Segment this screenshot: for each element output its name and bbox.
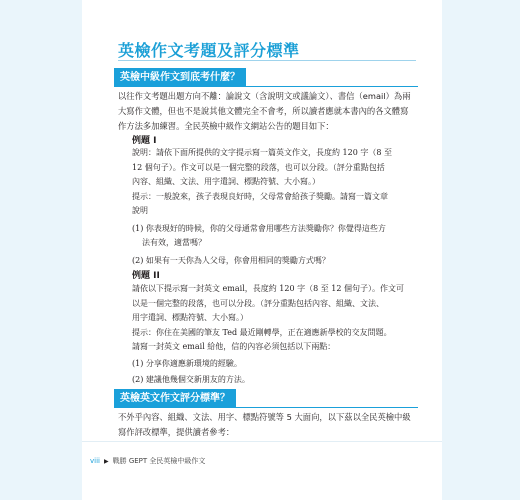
example-2-body — [132, 282, 405, 388]
example-line: 提示：一般說來，孩子表現良好時，父母常會給孩子獎勵。請寫一篇文章 — [132, 191, 388, 201]
section-heading-exam-content: 英檢中級作文到底考什麼？ — [114, 68, 246, 87]
intro-line: 大寫作文體，但也不是說其他文體完全不會考，所以讀者應就本書內的各文體寫 — [118, 106, 409, 116]
example-item: (1) 分享你適應新環境的經驗。 — [132, 358, 242, 368]
book-title: 戰勝 GEPT 全民英檢中級作文 — [112, 457, 206, 465]
example-line: 內容、組織、文法、用字遣詞、標點符號、大小寫。） — [132, 177, 320, 186]
example-line: 以是一個完整的段落，也可以分段。（評分重點包括內容、組織、文法、 — [132, 298, 384, 308]
section-heading-grading-standard: 英檢英文作文評分標準？ — [114, 389, 236, 408]
example-line: 請依以下提示寫一封英文 email，長度約 120 字（8 至 12 個句子）。作文可 — [132, 284, 405, 293]
example-line: 說明：請依下面所提供的文字提示寫一篇英文作文，長度約 120 字（8 至 — [132, 148, 392, 157]
example-item: (2) 建議他幾個交新朋友的方法。 — [132, 375, 250, 384]
page-number: viii — [90, 457, 100, 465]
section1-intro — [118, 89, 418, 134]
example-line: 提示：你住在美國的筆友 Ted 最近剛轉學，正在適應新學校的交友問題。 — [132, 327, 392, 337]
example-line: 用字遣詞、標點符號、大小寫。） — [132, 313, 248, 322]
example-1-label: 例題 I — [132, 136, 157, 146]
play-arrow-icon: ▶ — [103, 457, 109, 465]
example-line: 說明 — [132, 206, 148, 215]
intro-line: 以往作文考題出題方向不離：論說文（含說明文或議論文）、書信（email）為兩 — [118, 91, 411, 101]
intro-line: 寫作評改標準，提供讀者參考： — [118, 427, 235, 437]
section-divider — [114, 407, 418, 408]
example-1-body — [132, 146, 402, 268]
example-2-label: 例題 II — [132, 271, 160, 281]
intro-line: 作方法多加練習。全民英檢中級作文網站公告的題目如下： — [118, 121, 334, 131]
example-line: 12 個句子）。作文可以是一個完整的段落，也可以分段。（評分重點包括 — [132, 162, 385, 172]
example-item: (1) 你表現好的時候，你的父母通常會用哪些方法獎勵你？你覺得這些方 — [132, 223, 386, 233]
section-divider — [114, 86, 418, 87]
example-line: 請寫一封英文 email 給他，信的內容必須包括以下兩點： — [132, 342, 336, 351]
section2-intro — [118, 410, 418, 440]
page-footer — [90, 456, 205, 466]
example-item-continuation: 法有效，適當嗎？ — [142, 238, 206, 247]
intro-line: 不外乎內容、組織、文法、用字、標點符號等 5 大面向，以下茲以全民英檢中級 — [118, 412, 411, 422]
example-item: (2) 如果有一天你為人父母，你會用相同的獎勵方式嗎？ — [132, 255, 330, 265]
footer-divider — [82, 441, 442, 442]
page-title: 英檢作文考題及評分標準 — [118, 41, 300, 60]
title-divider — [118, 60, 416, 61]
